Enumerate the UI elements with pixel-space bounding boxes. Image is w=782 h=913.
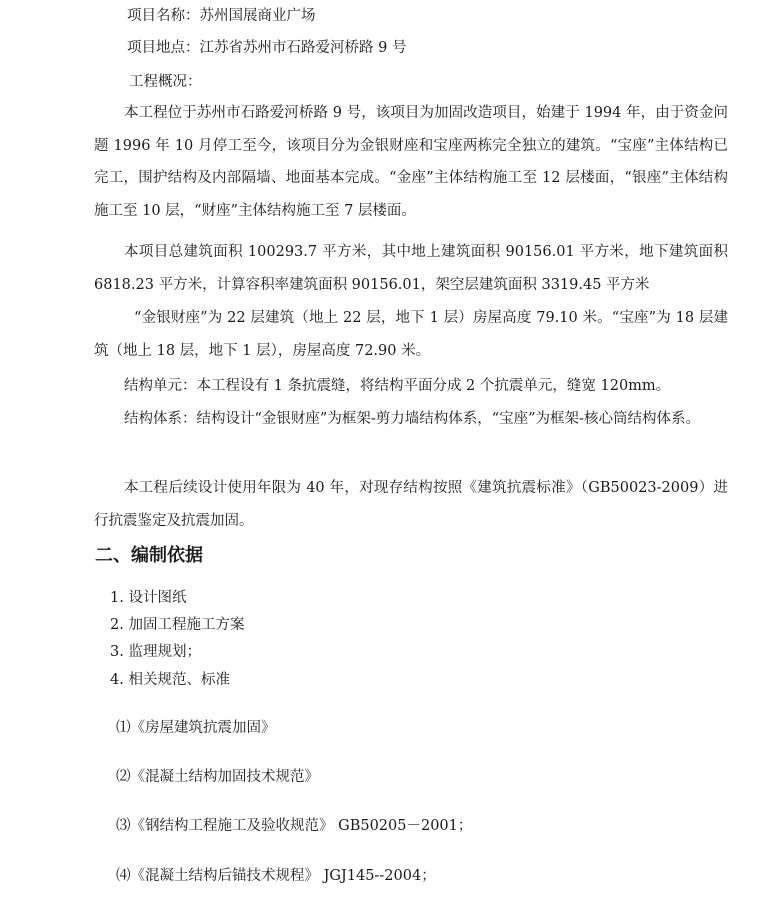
basis-list-item-3: 3. 监理规划； <box>110 644 201 660</box>
reference-item-4: ⑷《混凝土结构后锚技术规程》 JGJ145--2004； <box>116 868 436 884</box>
overview-paragraph-6: 本工程后续设计使用年限为 40 年，对现存结构按照《建筑抗震标准》（GB50023-2009）进行抗震鉴定及抗震加固。 <box>94 480 728 529</box>
overview-paragraph-5: 结构体系：结构设计“金银财座”为框架-剪力墙结构体系，“宝座”为框架-核心筒结构体系。 <box>124 411 700 427</box>
reference-item-2: ⑵《混凝土结构加固技术规范》 <box>116 769 319 785</box>
overview-paragraph-4: 结构单元：本工程设有 1 条抗震缝，将结构平面分成 2 个抗震单元，缝宽 120mm。 <box>124 378 671 394</box>
project-site-line: 项目地点：江苏省苏州市石路爱河桥路 9 号 <box>127 40 407 56</box>
project-name-line: 项目名称：苏州国展商业广场 <box>127 8 316 24</box>
basis-list-item-1: 1. 设计图纸 <box>110 590 187 606</box>
overview-paragraph-1: 本工程位于苏州市石路爱河桥路 9 号，该项目为加固改造项目，始建于 1994 年，由于资金问题 1996 年 10 月停工至今，该项目分为金银财座和宝座两栋完全独立的建筑。“宝座”主体结构已完工，围护结构及内部隔墙、地面基本完成。“金座”主体结构施工至 12 层楼面，“银座”主体结构施工至 10 层，“财座”主体结构施工至 7 层楼面。 <box>94 105 728 219</box>
overview-paragraph-2: 本项目总建筑面积 100293.7 平方米，其中地上建筑面积 90156.01 平方米，地下建筑面积 6818.23 平方米，计算容积率建筑面积 90156.01，架空层建筑面积 3319.45 平方米 <box>94 244 728 293</box>
overview-label: 工程概况： <box>129 74 202 90</box>
basis-list-item-4: 4. 相关规范、标准 <box>110 672 230 688</box>
overview-paragraph-3: “金银财座”为 22 层建筑（地上 22 层，地下 1 层）房屋高度 79.10 米。“宝座”为 18 层建筑（地上 18 层，地下 1 层），房屋高度 72.90 米。 <box>94 310 728 359</box>
reference-item-1: ⑴《房屋建筑抗震加固》 <box>116 720 276 736</box>
section-heading-basis: 二、编制依据 <box>95 545 203 566</box>
reference-item-3: ⑶《钢结构工程施工及验收规范》 GB50205－2001； <box>116 818 473 834</box>
basis-list-item-2: 2. 加固工程施工方案 <box>110 617 245 633</box>
